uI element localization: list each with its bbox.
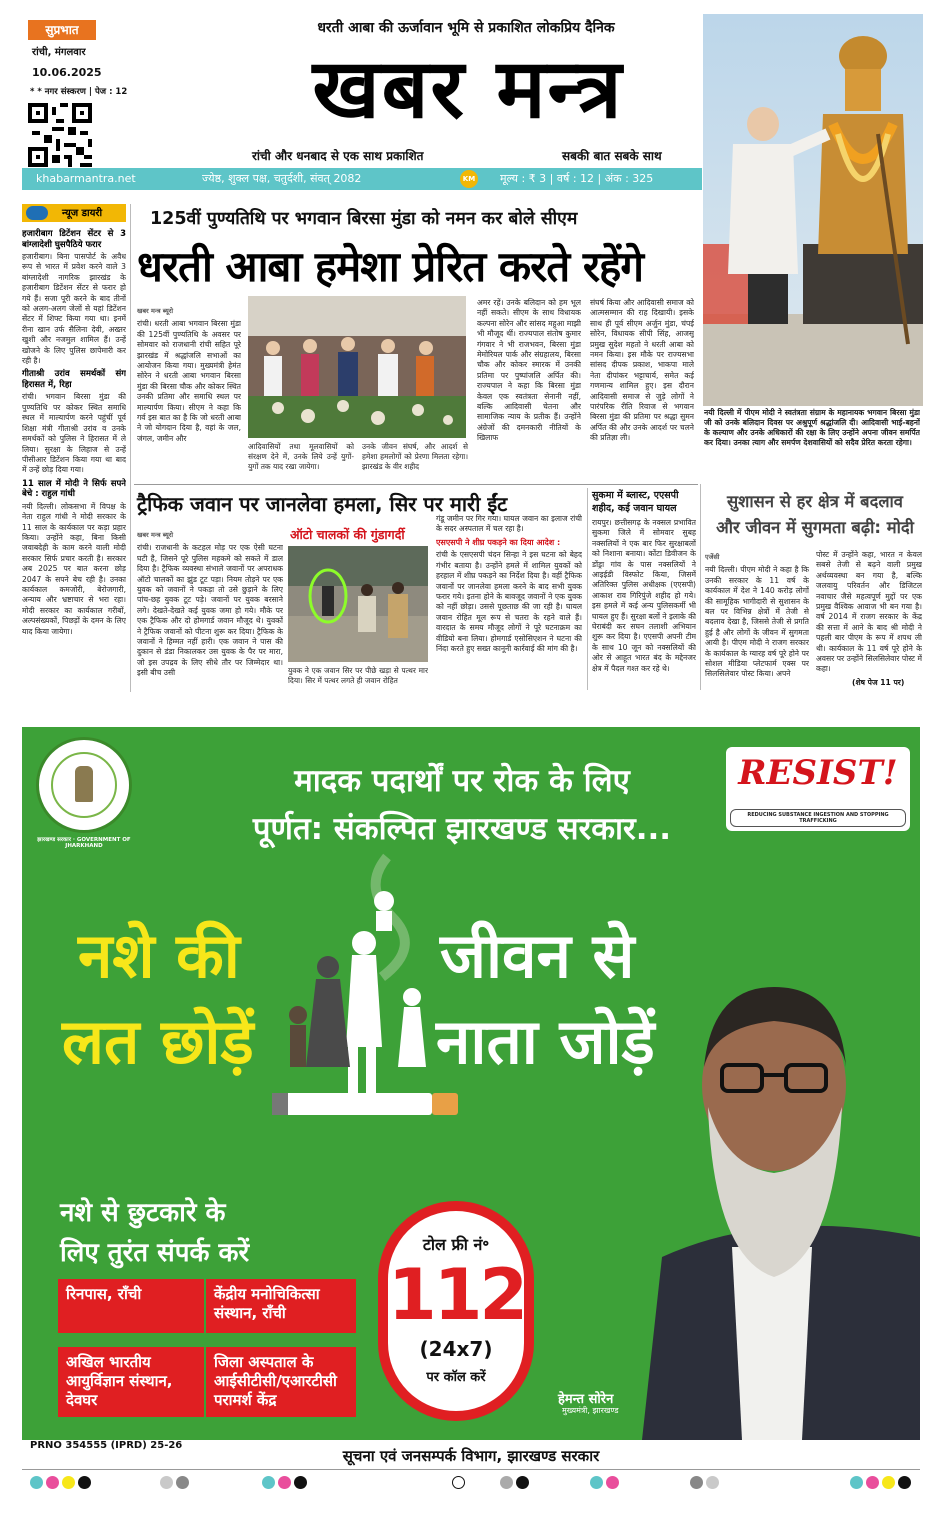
resist-logo-sub: REDUCING SUBSTANCE INGESTION AND STOPPING TRAFFICKING xyxy=(730,809,906,827)
lead-col-4 xyxy=(590,298,694,480)
contact-heading-1: नशे से छुटकारे के xyxy=(60,1198,226,1228)
traffic-col-3-pre: गंडू जमीन पर गिर गया। घायल जवान का इलाज रांची के सदर अस्पताल में चल रहा है। xyxy=(436,514,582,534)
cm-title: मुख्यमंत्री, झारखण्ड xyxy=(562,1406,619,1415)
jharkhand-emblem-icon xyxy=(36,737,132,833)
cm-name: हेमन्त सोरेन xyxy=(558,1392,614,1407)
contact-heading-2: लिए तुरंत संपर्क करें xyxy=(60,1238,250,1268)
lead-headline: धरती आबा हमेशा प्रेरित करते रहेंगे xyxy=(137,242,643,291)
lead-col-4-text: संघर्ष किया और आदिवासी समाज को आत्मसम्मान की राह दिखायी। इसके साथ ही पूर्व सीएम अर्जुन मुंडा, चंपई सोरेन, विधायक सीपी सिंह, आजसू प्रमुख सुदेश महतो ने धरती आबा को नमन किया। इस मौके पर राज्यसभा सांसद दीपक प्रकाश, भाकपा माले नेता दीपांकर भट्टाचार्य, समेत कई गणमान्य शामिल हुए। इस दौरान आदिवासी समाज से जुड़े लोगों ने पारंपरिक रीति रिवाज से भगवान बिरसा मुंडा की प्रतिमा पर श्रद्धा सुमन अर्पित की और उनके आदर्श पर चलने की प्रतिज्ञा ली। xyxy=(590,298,694,443)
continued-note: (शेष पेज 11 पर) xyxy=(852,678,905,687)
news-diary-icon xyxy=(26,206,48,220)
slogan-right-2: नाता जोड़ें xyxy=(436,1005,655,1078)
ad-line-1: मादक पदार्थों पर रोक के लिए xyxy=(294,763,630,799)
modi-col-2-text: पोस्ट में उन्होंने कहा, भारत न केवल सबसे तेजी से बढ़ने वाली प्रमुख अर्थव्यवस्था बन गया है, बल्कि जलवायु परिवर्तन और डिजिटल नवाचार जैसे महत्वपूर्ण मुद्दों पर एक प्रमुख वैश्विक आवाज भी बन गया है। वर्ष 2014 में राजग सरकार के केंद्र की सत्ता में आने के बाद श्री मोदी ने पहली बार पीएम के रूप में शपथ ली थी। कार्यकाल के 11 वर्ष पूरे होने के अवसर पर उन्होंने सिलसिलेवार पोस्ट में कहा। xyxy=(816,550,922,674)
registration-crosshair-icon xyxy=(452,1476,465,1489)
tollfree-call: पर कॉल करें xyxy=(426,1370,486,1385)
diary-item-title: 11 साल में मोदी ने सिर्फ सपने बेचे : राहुल गांधी xyxy=(22,478,126,500)
traffic-col-3 xyxy=(436,514,582,690)
diary-item-body: नयी दिल्ली। लोकसभा में विपक्ष के नेता राहुल गांधी ने मोदी सरकार के 11 साल के कार्यकाल पर कड़ा प्रहार किया। उन्होंने कहा, बिना किसी जवाबदेही के काम करने वाली मोदी सरकार सिर्फ प्रचार करती है। सरकार अब 2025 पर बात करना छोड़ 2047 के सपने बेच रही है। उनका कार्यकाल कमजोरी, बेरोजगारी, अन्याय और भ्रष्टाचार से भरा रहा। मोदी सरकार का कार्यकाल गरीबों, अल्पसंख्यकों, पिछड़ों के दमन के लिए याद किया जायेगा। xyxy=(22,501,126,636)
emblem-ring-text: झारखण्ड सरकार · GOVERNMENT OF JHARKHAND xyxy=(37,837,131,849)
tollfree-number[interactable]: 112 xyxy=(388,1254,526,1336)
slogan-left-1: नशे की xyxy=(78,919,240,992)
anti-drug-advertisement xyxy=(22,727,920,1440)
qr-code-icon xyxy=(28,103,92,167)
birsa-statue-photo xyxy=(703,14,923,406)
news-diary-header xyxy=(22,204,126,222)
lead-photo-caption-a: आदिवासियों तथा मूलवासियों को संरक्षण देने में, उनके लिये उन्हें युगों-युगों तक याद रखा जायेगा। xyxy=(248,442,354,471)
sukma-body: रायपुर। छत्तीसगढ़ के नक्सल प्रभावित सुकमा जिले में सोमवार सुबह नक्सलियों ने एक बार फिर सुरक्षाबलों को निशाना बनाया। कोंटा डिवीजन के डोंड्रा गांव के पास नक्सलियों ने आइईडी विस्फोट किया, जिसमें अतिरिक्त पुलिस अधीक्षक (एएसपी) आकाश राव गिरिपुंजे शहीद हो गये। इस हमले में कई अन्य पुलिसकर्मी भी घायल हुए हैं। सुरक्षा बलों ने इलाके की घेराबंदी कर सघन तलाशी अभियान शुरू कर दिया है। एएसपी अपनी टीम के साथ 10 जून को नक्सलियों की ओर से आहूत भारत बंद के मद्देनजर क्षेत्र में पैदल गश्त कर रहे थे। xyxy=(592,518,696,673)
registration-marks xyxy=(0,1476,945,1496)
prno: PRNO 354555 (IPRD) 25-26 xyxy=(30,1440,183,1451)
lead-col-1 xyxy=(137,306,241,480)
ad-footer-text: सूचना एवं जनसम्पर्क विभाग, झारखण्ड सरकार xyxy=(342,1447,600,1465)
modi-col-2 xyxy=(816,550,922,678)
tollfree-badge xyxy=(378,1201,534,1421)
chief-minister-portrait xyxy=(622,957,920,1440)
lead-photo xyxy=(248,296,466,438)
news-diary-label: न्यूज डायरी xyxy=(62,208,103,219)
lead-byline: खबर मन्त्र ब्यूरो xyxy=(137,307,174,315)
price-info: मूल्य : ₹ 3 | वर्ष : 12 | अंक : 325 xyxy=(500,172,654,185)
edition-badge: सुप्रभात xyxy=(28,20,96,40)
modi-headline-1: सुशासन से हर क्षेत्र में बदलाव xyxy=(727,492,903,511)
modi-headline-2: और जीवन में सुगमता बढ़ी: मोदी xyxy=(716,518,914,537)
km-logo-icon: KM xyxy=(460,170,478,188)
contact-box-cip: केंद्रीय मनोचिकित्सा संस्थान, राँची xyxy=(206,1279,356,1333)
family-cigarette-illustration xyxy=(272,847,462,1137)
top-tagline: धरती आबा की ऊर्जावान भूमि से प्रकाशित लोकप्रिय दैनिक xyxy=(317,20,615,36)
ad-footer-bar xyxy=(22,1440,920,1470)
panchang: ज्येष्ठ, शुक्ल पक्ष, चतुर्दशी, संवत् 2082 xyxy=(202,172,362,185)
edition-info: * * नगर संस्करण | पेज : 12 xyxy=(30,87,128,97)
traffic-col-1 xyxy=(137,530,283,690)
contact-box-district: जिला अस्पताल के आईसीटीसी/एआरटीसी परामर्श केंद्र xyxy=(206,1347,356,1417)
info-strip xyxy=(22,168,702,190)
diary-item-title: हजारीबाग डिटेंशन सेंटर से 3 बांग्लादेशी घुसपैठिये फरार xyxy=(22,229,126,250)
diary-item-body: हजारीबाग। बिना पासपोर्ट के अवैध रूप से भारत में प्रवेश करने वाले 3 बांग्लादेशी नागरिक झारखंड के हजारीबाग डिटेंशन सेंटर से फरार हो गये हैं। सजा पूरी करने के बाद तीनों को अलग-अलग जेलों से यहां डिटेंशन सेंटर में शिफ्ट किया गया था। इनमें रीना खान उर्फ सैलिना देवी, अख्तर खुशी और नजमुल शामिल हैं। उन्हें खोजने के लिए पुलिस छापेमारी कर रही है। xyxy=(22,252,126,366)
traffic-col-3-text: रांची के एसएसपी चंदन सिन्हा ने इस घटना को बेहद गंभीर बताया है। उन्होंने हमले में शामिल युवकों को हरहाल में शीघ्र पकड़ने का निर्देश दिया है। वहीं ट्रैफिक जवानों पर जानलेवा हमला करने के बाद सभी युवक फरार गये। इतना होने के बावजूद जवानों ने एक युवक को नहीं छोड़ा। उससे पूछताछ की जा रही है। घायल जवान रोहित मूल रूप से चतरा के रहने वाले हैं। वारदात के समय मौजूद लोगों ने पूरे घटनाक्रम का वीडियो बना लिया। होमगार्ड एसोसिएशन ने घटना की निंदा करते हुए सख्त कानूनी कार्रवाई की मांग की है। xyxy=(436,550,582,653)
slogan-left-2: लत छोड़ें xyxy=(62,1005,254,1078)
slogan-right-1: जीवन से xyxy=(440,919,635,992)
resist-logo xyxy=(726,747,910,831)
sukma-headline: सुकमा में ब्लास्ट, एएसपी शहीद, कई जवान घायल xyxy=(592,490,679,514)
lead-photo-caption-b: उनके जीवन संघर्ष, और आदर्श से हमेशा हमलोगों को प्रेरणा मिलता रहेगा। झारखंड के वीर शहीद xyxy=(362,442,468,471)
issue-date: 10.06.2025 xyxy=(32,66,102,79)
contact-box-aiims: अखिल भारतीय आयुर्विज्ञान संस्थान, देवघर xyxy=(58,1347,204,1417)
traffic-col-1-text: रांची। राजधानी के कटहल मोड़ पर एक ऐसी घटना घटी है, जिसने पूरे पुलिस महकमे को सकते में डाल दिया है। ट्रैफिक व्यवस्था संभाले जवानों पर अपराधक ऑटो चालकों का झुंड टूट पड़ा। नियम तोड़ने पर एक युवक को जवानों ने पकड़ा तो उसे छुड़ाने के लिए पांच-छह युवक टूट पड़े। जवानों पर युवक बरसाने लगे। देखते-देखते कई युवक जमा हो गये। मौके पर एक ट्रैफिक और दो होमगार्ड जवान मौजूद थे। युवकों ने ट्रैफिक जवानों को पीटना शुरू कर दिया। ट्रैफिक के जवानों ने हिम्मत नहीं हारी। एक जवान ने पास की दुकान से डंडा निकालकर उस युवक के पैर पर मारा, जो इस उपद्रव के लिए सीधे तौर पर जिम्मेदार था। इसी बीच उसी xyxy=(137,543,283,678)
traffic-headline: ट्रैफिक जवान पर जानलेवा हमला, सिर पर मारी ईंट xyxy=(137,492,508,516)
lead-kicker: 125वीं पुण्यतिथि पर भगवान बिरसा मुंडा को नमन कर बोले सीएम xyxy=(150,209,578,229)
modi-byline: एजेंसी xyxy=(705,553,720,561)
tollfree-label: टोल फ्री नं॰ xyxy=(422,1235,490,1254)
website-link[interactable]: khabarmantra.net xyxy=(36,172,136,185)
tollfree-hours: (24x7) xyxy=(419,1337,493,1361)
city-day: रांची, मंगलवार xyxy=(32,47,86,58)
tagline-left: रांची और धनबाद से एक साथ प्रकाशित xyxy=(252,149,424,163)
news-diary-column xyxy=(22,226,126,692)
ad-line-2: पूर्णत: संकल्पित झारखण्ड सरकार... xyxy=(252,811,672,847)
lead-col-3-text: अमर रहें। उनके बलिदान को हम भूल नहीं सकते। सीएम के साथ विधायक कल्पना सोरेन और सांसद महुआ माझी भी मौजूद थीं। राज्यपाल संतोष कुमार गंगवार ने भी राजभवन, बिरसा मुंडा मेमोरियल पार्क और संग्रहालय, बिरसा चौक और कोकर स्मारक में उनकी प्रतिमा पर पुष्पांजलि अर्पित की। राज्यपाल ने कहा कि बिरसा मुंडा केवल एक स्वतंत्रता सेनानी नहीं, बल्कि आदिवासी चेतना और सामाजिक न्याय के प्रतीक हैं। उन्होंने अंग्रेजों की दमनकारी नीतियों के खिलाफ xyxy=(477,298,581,443)
lead-col-1-text: रांची। धरती आबा भगवान बिरसा मुंडा की 125वीं पुण्यतिथि के अवसर पर सोमवार को राजधानी रांची सहित पूरे झारखंड में श्रद्धांजलि सभाओं का आयोजन किया गया। मुख्यमंत्री हेमंत सोरेन ने धरती आबा भगवान बिरसा मुंडा की बिरसा चौक और कोकर स्थित उनकी प्रतिमा और समाधि स्थल पर माल्यार्पण किया। सीएम ने कहा कि गर्व इस बात का है कि जो धरती आबा ने जो योगदान दिया है, वहां के जल, जंगल, जमीन और xyxy=(137,319,241,443)
tagline-right: सबकी बात सबके साथ xyxy=(562,149,662,163)
traffic-photo-caption: युवक ने एक जवान सिर पर पीछे खड़ा से पत्थर मार दिया। सिर में पत्थर लगते ही जवान रोहित xyxy=(288,666,428,685)
diary-item-body: रांची। भगवान बिरसा मुंडा की पुण्यतिथि पर कोकर स्थित समाधि स्थल में माल्यार्पण करने पहुंचीं पूर्व शिक्षा मंत्री गीताश्री उरांव व उनके समर्थकों को पुलिस ने हिरासत में ले लिया। सुरक्षा के लिहाज से उन्हें पीसीआर डिटेंशन किया गया था बाद में उन्हें छोड़ दिया गया। xyxy=(22,392,126,475)
traffic-strap: ऑटो चालकों की गुंडागर्दी xyxy=(290,527,405,542)
top-photo-caption: नयी दिल्ली में पीएम मोदी ने स्वतंत्रता संग्राम के महानायक भगवान बिरसा मुंडा जी को उनके बलिदान दिवस पर अश्रुपूर्ण श्रद्धांजलि दी। आदिवासी भाई-बहनों के कल्याण और उनके अधिकारों की रक्षा के लिए उन्होंने अपना जीवन समर्पित कर दिया। उनका त्याग और समर्पण देशवासियों को सदैव प्रेरित करता रहेगा। xyxy=(704,408,920,447)
resist-logo-text: RESIST! xyxy=(738,753,898,793)
modi-col-1 xyxy=(705,552,809,692)
traffic-col-3-sub: एसएसपी ने शीघ्र पकड़ने का दिया आदेश : xyxy=(436,537,561,547)
newspaper-name: खबर मन्त्र xyxy=(312,41,624,137)
contact-box-rinpas: रिनपास, राँची xyxy=(58,1279,204,1333)
traffic-byline: खबर मन्त्र ब्यूरो xyxy=(137,531,174,539)
lead-col-3 xyxy=(477,298,581,480)
diary-item-title: गीताश्री उरांव समर्थकों संग हिरासत में, रिहा xyxy=(22,369,126,390)
traffic-photo xyxy=(288,546,428,662)
modi-col-1-text: नयी दिल्ली। पीएम मोदी ने कहा है कि उनकी सरकार के 11 वर्ष के कार्यकाल में देश ने 140 करोड़ लोगों की सामूहिक भागीदारी से सुशासन के बल पर विभिन्न क्षेत्रों में तेजी से बदलाव देखा है, जिससे तेजी से प्रगति हुई है और लोगों के जीवन में सुगमता आयी है। पीएम मोदी ने राजग सरकार के कार्यकाल के ग्यारह वर्ष पूरे होने पर सोशल मीडिया प्लेटफार्म एक्स पर सिलसिलेवार पोस्ट किया। अपने xyxy=(705,565,809,679)
sukma-column xyxy=(592,518,696,690)
